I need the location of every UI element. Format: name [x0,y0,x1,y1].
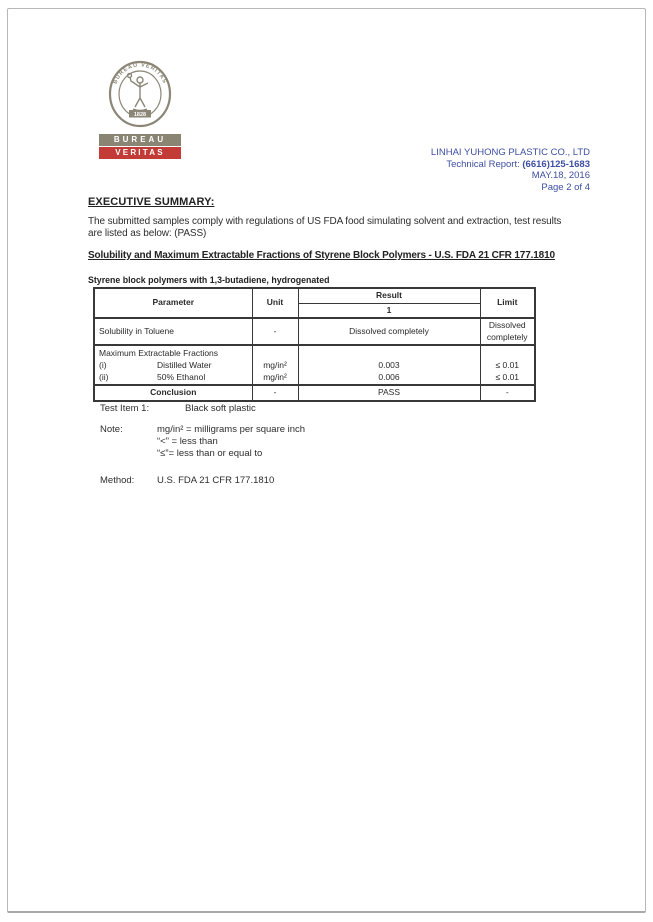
cell-parameter: Solubility in Toluene [94,318,252,345]
extractable-item [99,359,248,371]
col-header-unit: Unit [252,288,298,318]
test-item-value: Black soft plastic [185,403,256,414]
note-block [100,424,305,460]
company-name: LINHAI YUHONG PLASTIC CO., LTD [430,147,590,158]
table-row-extractable-fractions [94,345,535,385]
report-label: Technical Report: [446,158,523,170]
method-label: Method: [100,475,135,486]
col-header-parameter: Parameter [94,288,252,318]
section-heading: Solubility and Maximum Extractable Fractions of Styrene Block Polymers - U.S. FDA 21 CFR 177.1810 [88,250,555,261]
item-limit: ≤ 0.01 [495,372,520,382]
extractable-item [99,371,248,383]
cell-result: PASS [298,385,480,401]
summary-line-1: The submitted samples comply with regulations of US FDA food simulating solvent and extraction, test results [88,216,562,227]
col-header-result-sub: 1 [298,303,480,318]
report-header [431,147,590,193]
method-row [100,475,274,487]
seal-year: 1828 [133,112,147,118]
item-name: 50% Ethanol [157,372,206,382]
col-header-result: Result [298,288,480,303]
cell-limit: Dissolved completely [480,318,535,345]
item-unit: mg/in² [263,372,287,382]
item-limit: ≤ 0.01 [495,360,520,370]
bv-seal-icon [99,60,181,128]
cell-result [298,345,480,385]
col-header-limit: Limit [480,288,535,318]
test-item-label: Test Item 1: [100,403,150,414]
report-number: (6616)125-1683 [522,158,590,170]
item-result: 0.006 [378,372,400,382]
table-row-conclusion [94,385,535,401]
item-index: (ii) [99,372,109,382]
cell-limit: - [480,385,535,401]
method-value: U.S. FDA 21 CFR 177.1810 [157,475,275,486]
table-row-solubility [94,318,535,345]
technical-report-line [431,159,590,171]
cell-limit [480,345,535,385]
cell-parameter [94,345,252,385]
summary-line-2: are listed as below: (PASS) [88,227,207,239]
summary-paragraph [88,216,600,239]
veritas-bar: VERITAS [99,147,181,159]
note-line: “<” = less than [157,436,218,447]
item-unit: mg/in² [263,360,287,370]
svg-text:BUREAU VERITAS [112,62,167,85]
report-date: MAY.18, 2016 [531,170,590,181]
note-line: mg/in² = milligrams per square inch [157,424,306,435]
cell-unit: - [252,385,298,401]
item-name: Distilled Water [157,360,212,370]
bureau-bar: BUREAU [99,134,181,146]
executive-summary-heading: EXECUTIVE SUMMARY: [88,196,215,208]
note-lines [157,424,305,460]
cell-unit: - [252,318,298,345]
bureau-veritas-logo [99,60,181,159]
page-indicator: Page 2 of 4 [541,181,590,193]
table-caption: Styrene block polymers with 1,3-butadiene, hydrogenated [88,275,330,285]
test-item-row [100,403,256,415]
note-line: “≤”= less than or equal to [157,448,263,459]
cell-unit [252,345,298,385]
extractable-title: Maximum Extractable Fractions [99,348,219,358]
results-table [93,287,536,402]
item-result: 0.003 [378,360,400,370]
cell-conclusion-label: Conclusion [94,385,252,401]
seal-arc-text: BUREAU VERITAS [112,62,168,86]
truth-figure-icon [128,74,149,111]
item-index: (i) [99,360,107,370]
cell-result: Dissolved completely [298,318,480,345]
note-label: Note: [100,424,123,435]
